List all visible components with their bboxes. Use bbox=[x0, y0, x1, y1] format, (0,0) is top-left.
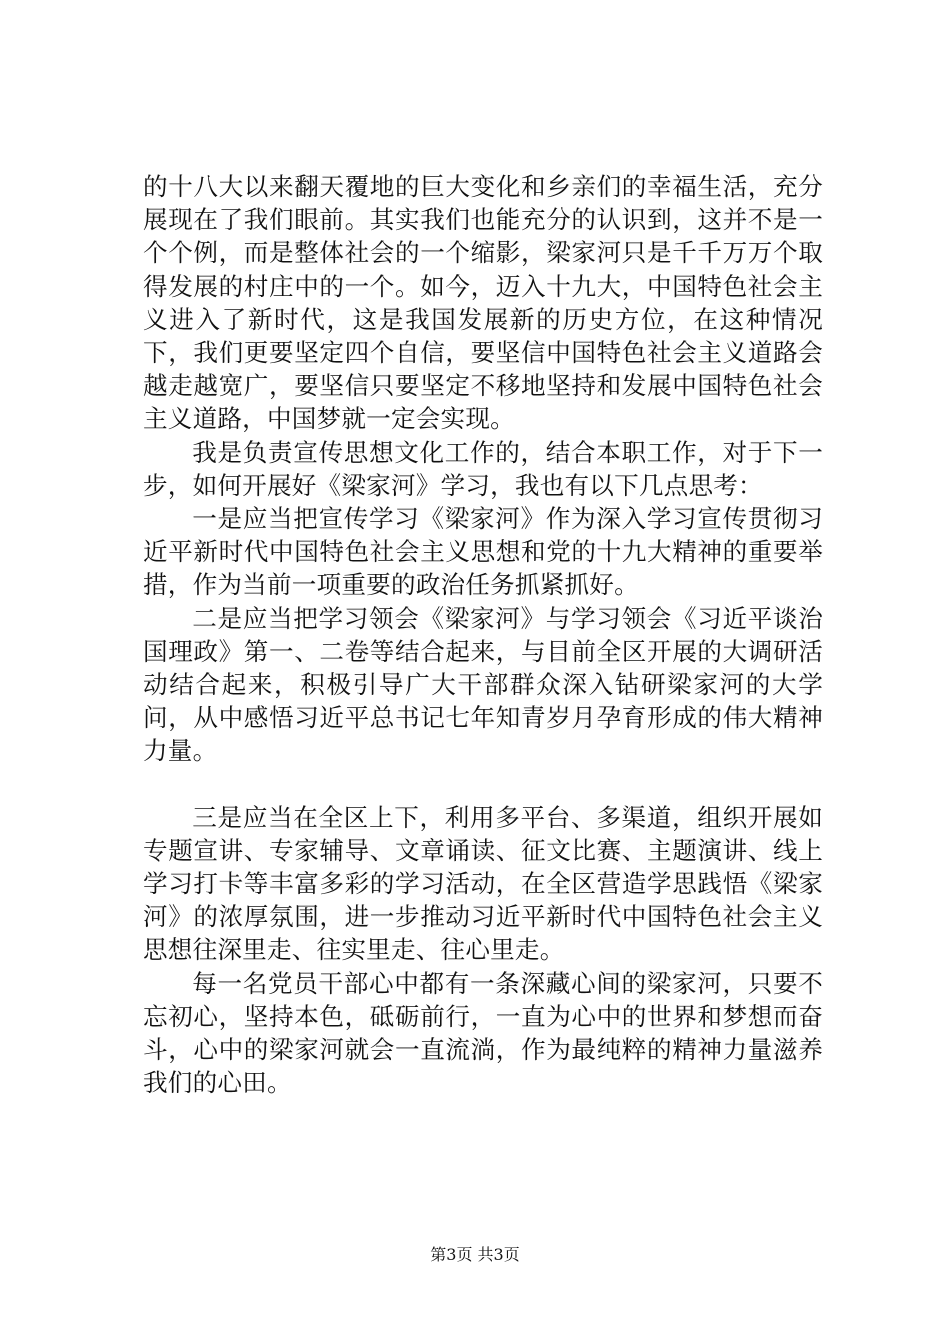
paragraph-point-one: 一是应当把宣传学习《梁家河》作为深入学习宣传贯彻习近平新时代中国特色社会主义思想和党的十九大精神的重要举措，作为当前一项重要的政治任务抓紧抓好。 bbox=[143, 504, 823, 600]
paragraph-conclusion: 每一名党员干部心中都有一条深藏心间的梁家河，只要不忘初心，坚持本色，砥砺前行，一直为心中的世界和梦想而奋斗，心中的梁家河就会一直流淌，作为最纯粹的精神力量滋养我们的心田。 bbox=[143, 968, 823, 1098]
page-footer: 第3页 共3页 bbox=[430, 1245, 520, 1264]
paragraph-continuation: 的十八大以来翻天覆地的巨大变化和乡亲们的幸福生活，充分展现在了我们眼前。其实我们也能充分的认识到，这并不是一个个例，而是整体社会的一个缩影，梁家河只是千千万万个取得发展的村庄中的一个。如今，迈入十九大，中国特色社会主义进入了新时代，这是我国发展新的历史方位，在这种情况下，我们更要坚定四个自信，要坚信中国特色社会主义道路会越走越宽广，要坚信只要坚定不移地坚持和发展中国特色社会主义道路，中国梦就一定会实现。 bbox=[143, 172, 823, 434]
document-body bbox=[143, 170, 823, 1099]
paragraph-point-two: 二是应当把学习领会《梁家河》与学习领会《习近平谈治国理政》第一、二卷等结合起来，与目前全区开展的大调研活动结合起来，积极引导广大干部群众深入钻研梁家河的大学问，从中感悟习近平总书记七年知青岁月孕育形成的伟大精神力量。 bbox=[143, 603, 823, 766]
paragraph-point-three: 三是应当在全区上下，利用多平台、多渠道，组织开展如专题宣讲、专家辅导、文章诵读、征文比赛、主题演讲、线上学习打卡等丰富多彩的学习活动，在全区营造学思践悟《梁家河》的浓厚氛围，进一步推动习近平新时代中国特色社会主义思想往深里走、往实里走、往心里走。 bbox=[143, 802, 823, 965]
paragraph-intro-thoughts: 我是负责宣传思想文化工作的，结合本职工作，对于下一步，如何开展好《梁家河》学习，我也有以下几点思考： bbox=[143, 437, 823, 500]
